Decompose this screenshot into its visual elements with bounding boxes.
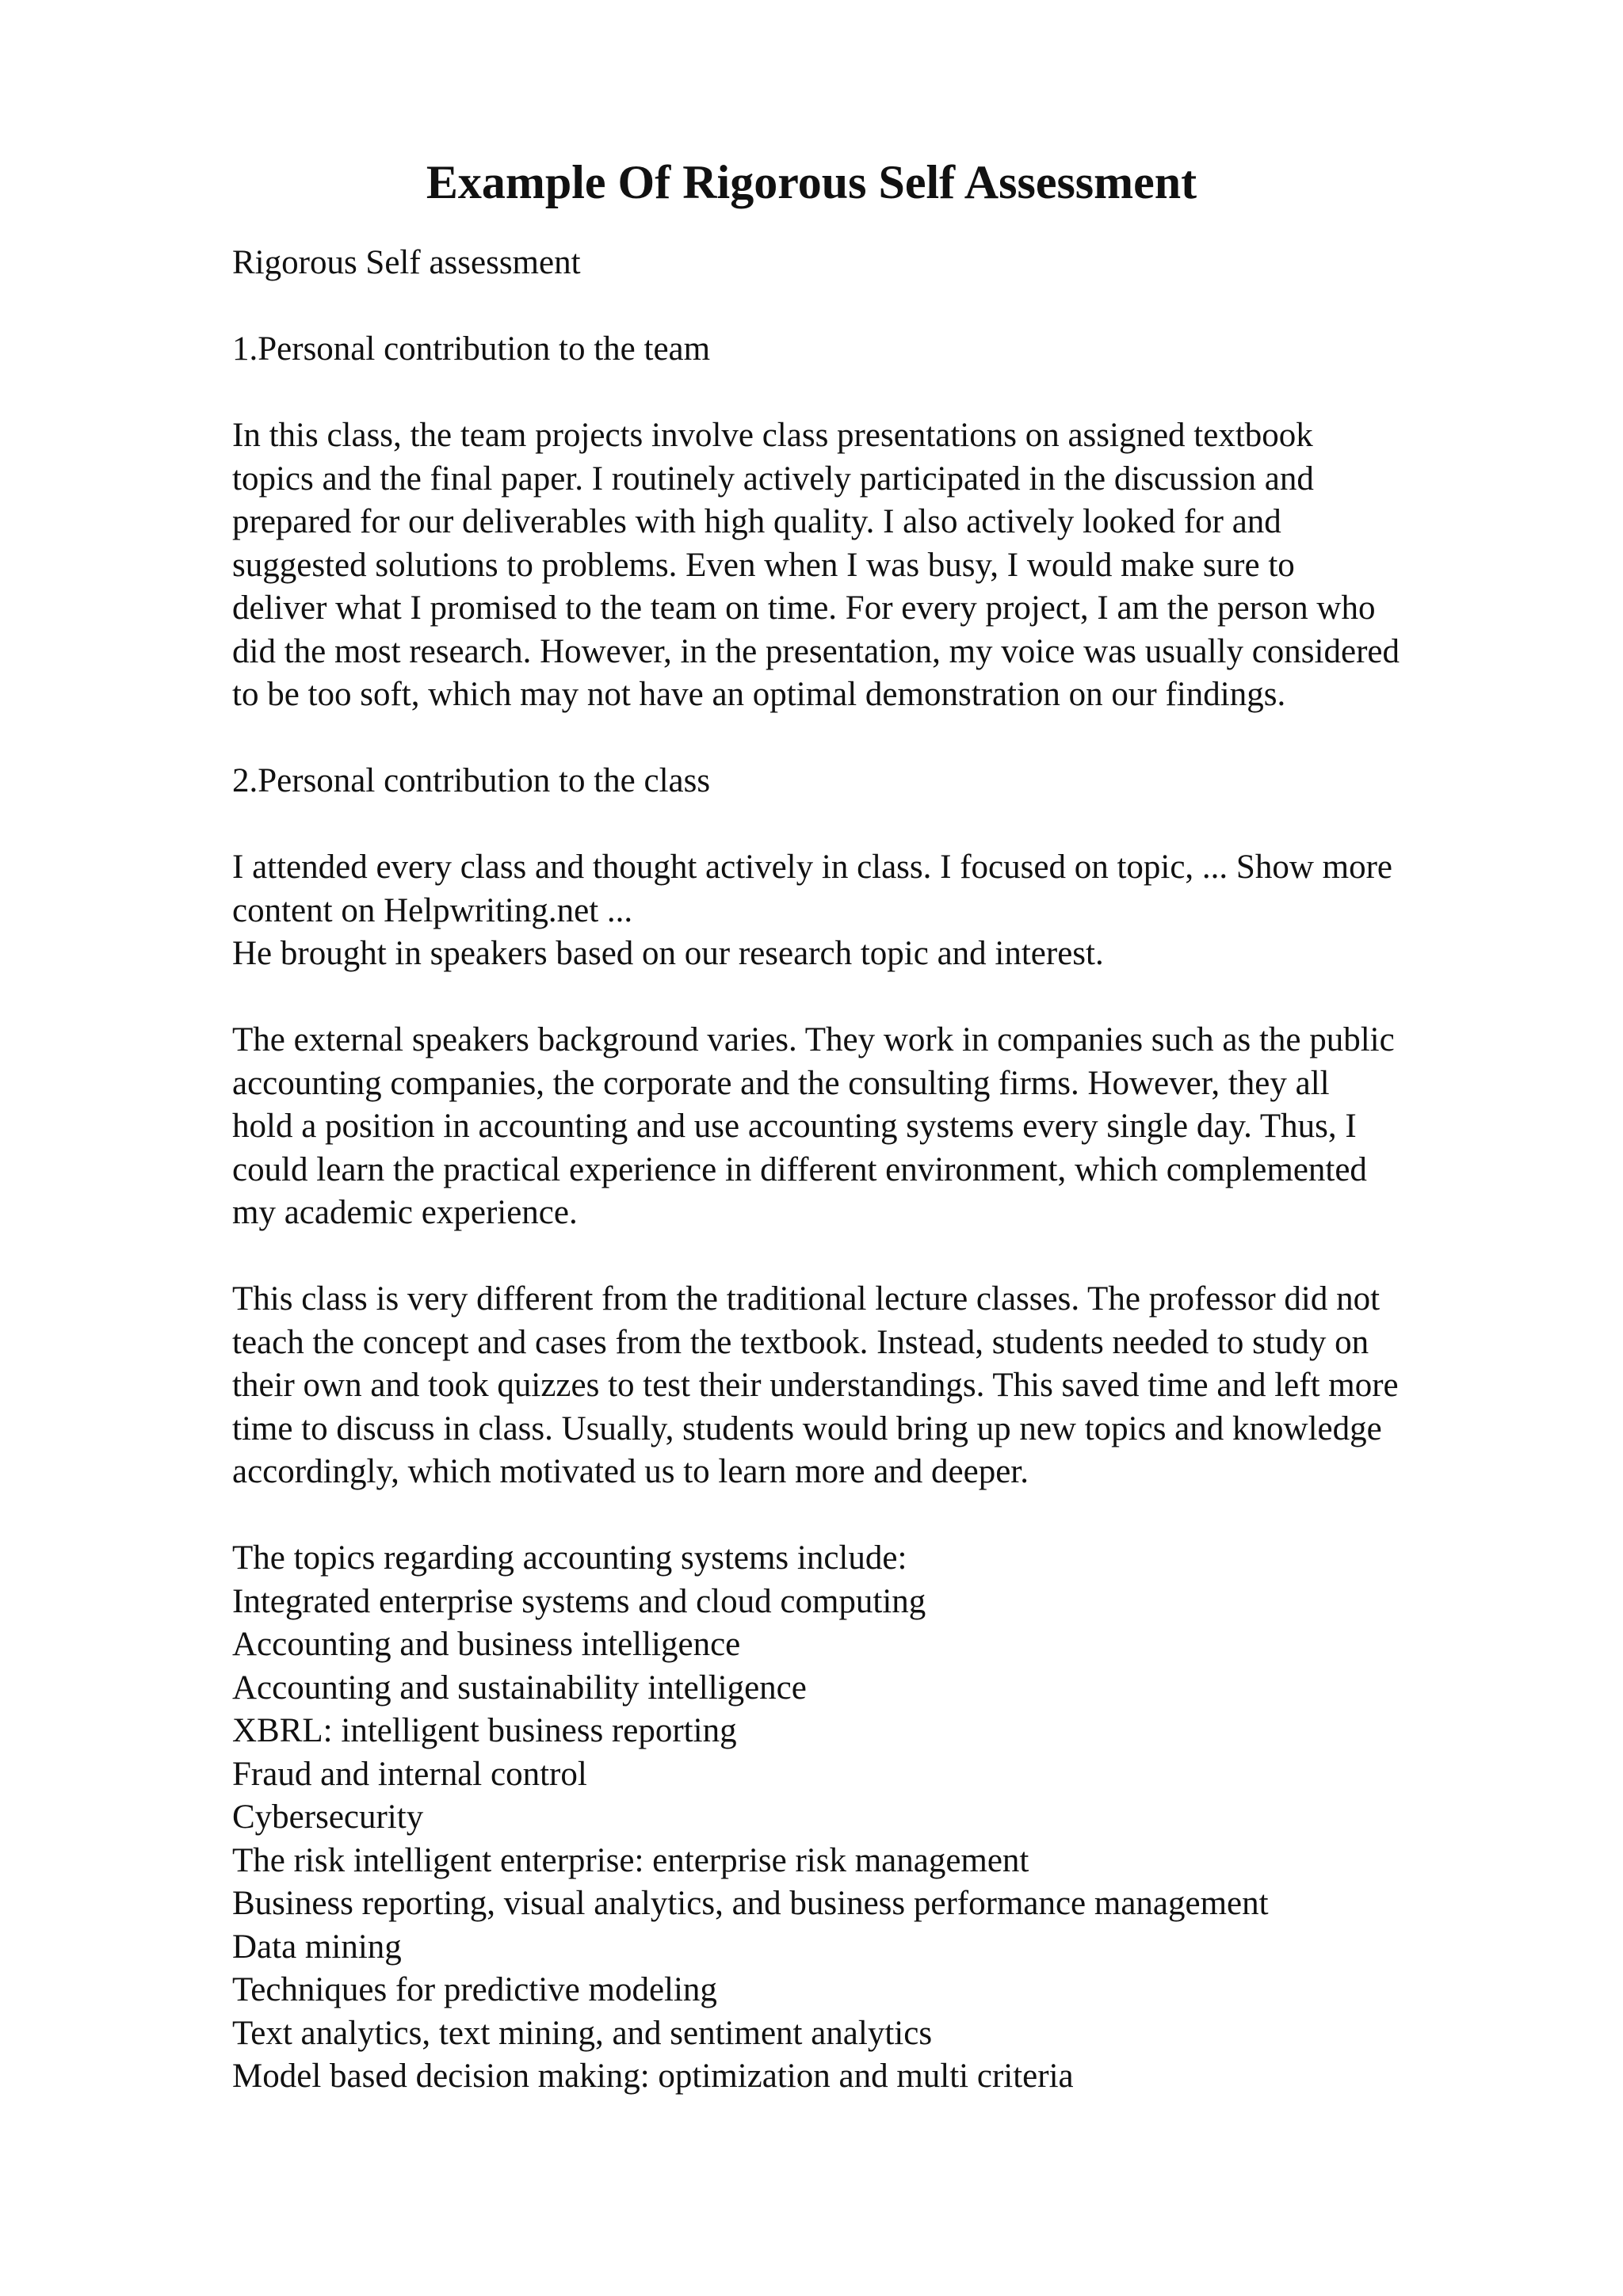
topic-item: Model based decision making: optimization and multi criteria xyxy=(232,2058,1074,2095)
topic-item: XBRL: intelligent business reporting xyxy=(232,1712,737,1749)
topic-item: Cybersecurity xyxy=(232,1798,424,1836)
paragraph-line: This class is very different from the traditional lecture classes. The professor did not xyxy=(232,1280,1381,1318)
section-2-paragraph-2 xyxy=(232,1019,1532,1235)
section-2-paragraph-1 xyxy=(232,846,1532,976)
topic-item: Business reporting, visual analytics, and business performance management xyxy=(232,1885,1269,1922)
section-1-heading: 1.Personal contribution to the team xyxy=(232,330,711,368)
topic-item: Data mining xyxy=(232,1928,402,1966)
document-body xyxy=(232,242,1532,2142)
topic-item: The risk intelligent enterprise: enterprise risk management xyxy=(232,1841,1029,1879)
topic-item: Text analytics, text mining, and sentiment analytics xyxy=(232,2014,933,2052)
paragraph-line: accounting companies, the corporate and the consulting firms. However, they all xyxy=(232,1064,1330,1102)
section-1-paragraph xyxy=(232,414,1532,717)
topic-item: Integrated enterprise systems and cloud computing xyxy=(232,1582,926,1620)
paragraph-line: prepared for our deliverables with high quality. I also actively looked for and xyxy=(232,503,1281,540)
paragraph-line: content on Helpwriting.net ... xyxy=(232,891,633,929)
paragraph-line: topics and the final paper. I routinely actively participated in the discussion and xyxy=(232,460,1314,498)
paragraph-line: did the most research. However, in the presentation, my voice was usually considered xyxy=(232,632,1400,670)
paragraph-line: deliver what I promised to the team on time. For every project, I am the person who xyxy=(232,589,1376,627)
topic-item: Accounting and business intelligence xyxy=(232,1626,741,1663)
topic-item: Accounting and sustainability intelligence xyxy=(232,1669,807,1707)
paragraph-line: time to discuss in class. Usually, students would bring up new topics and knowledge xyxy=(232,1409,1382,1447)
paragraph-line: could learn the practical experience in different environment, which complemented xyxy=(232,1150,1367,1188)
paragraph-line: to be too soft, which may not have an optimal demonstration on our findings. xyxy=(232,676,1286,713)
section-2-heading: 2.Personal contribution to the class xyxy=(232,762,711,799)
document-title: Example Of Rigorous Self Assessment xyxy=(426,156,1197,208)
paragraph-line: He brought in speakers based on our research topic and interest. xyxy=(232,935,1104,972)
paragraph-line: In this class, the team projects involve class presentations on assigned textbook xyxy=(232,417,1313,454)
topic-item: Fraud and internal control xyxy=(232,1755,587,1793)
paragraph-line: I attended every class and thought actively in class. I focused on topic, ... Show more xyxy=(232,849,1392,886)
paragraph-line: accordingly, which motivated us to learn more and deeper. xyxy=(232,1453,1029,1490)
document-subtitle: Rigorous Self assessment xyxy=(232,244,581,281)
topics-list xyxy=(232,1537,1532,2099)
paragraph-line: their own and took quizzes to test their understandings. This saved time and left more xyxy=(232,1367,1399,1404)
paragraph-line: my academic experience. xyxy=(232,1194,578,1231)
paragraph-line: teach the concept and cases from the textbook. Instead, students needed to study on xyxy=(232,1323,1369,1361)
paragraph-line: suggested solutions to problems. Even when I was busy, I would make sure to xyxy=(232,546,1295,584)
paragraph-line: The external speakers background varies. They work in companies such as the public xyxy=(232,1021,1395,1058)
topics-intro: The topics regarding accounting systems include: xyxy=(232,1539,907,1577)
paragraph-line: hold a position in accounting and use accounting systems every single day. Thus, I xyxy=(232,1108,1357,1145)
topic-item: Techniques for predictive modeling xyxy=(232,1971,717,2008)
section-2-paragraph-3 xyxy=(232,1278,1532,1494)
